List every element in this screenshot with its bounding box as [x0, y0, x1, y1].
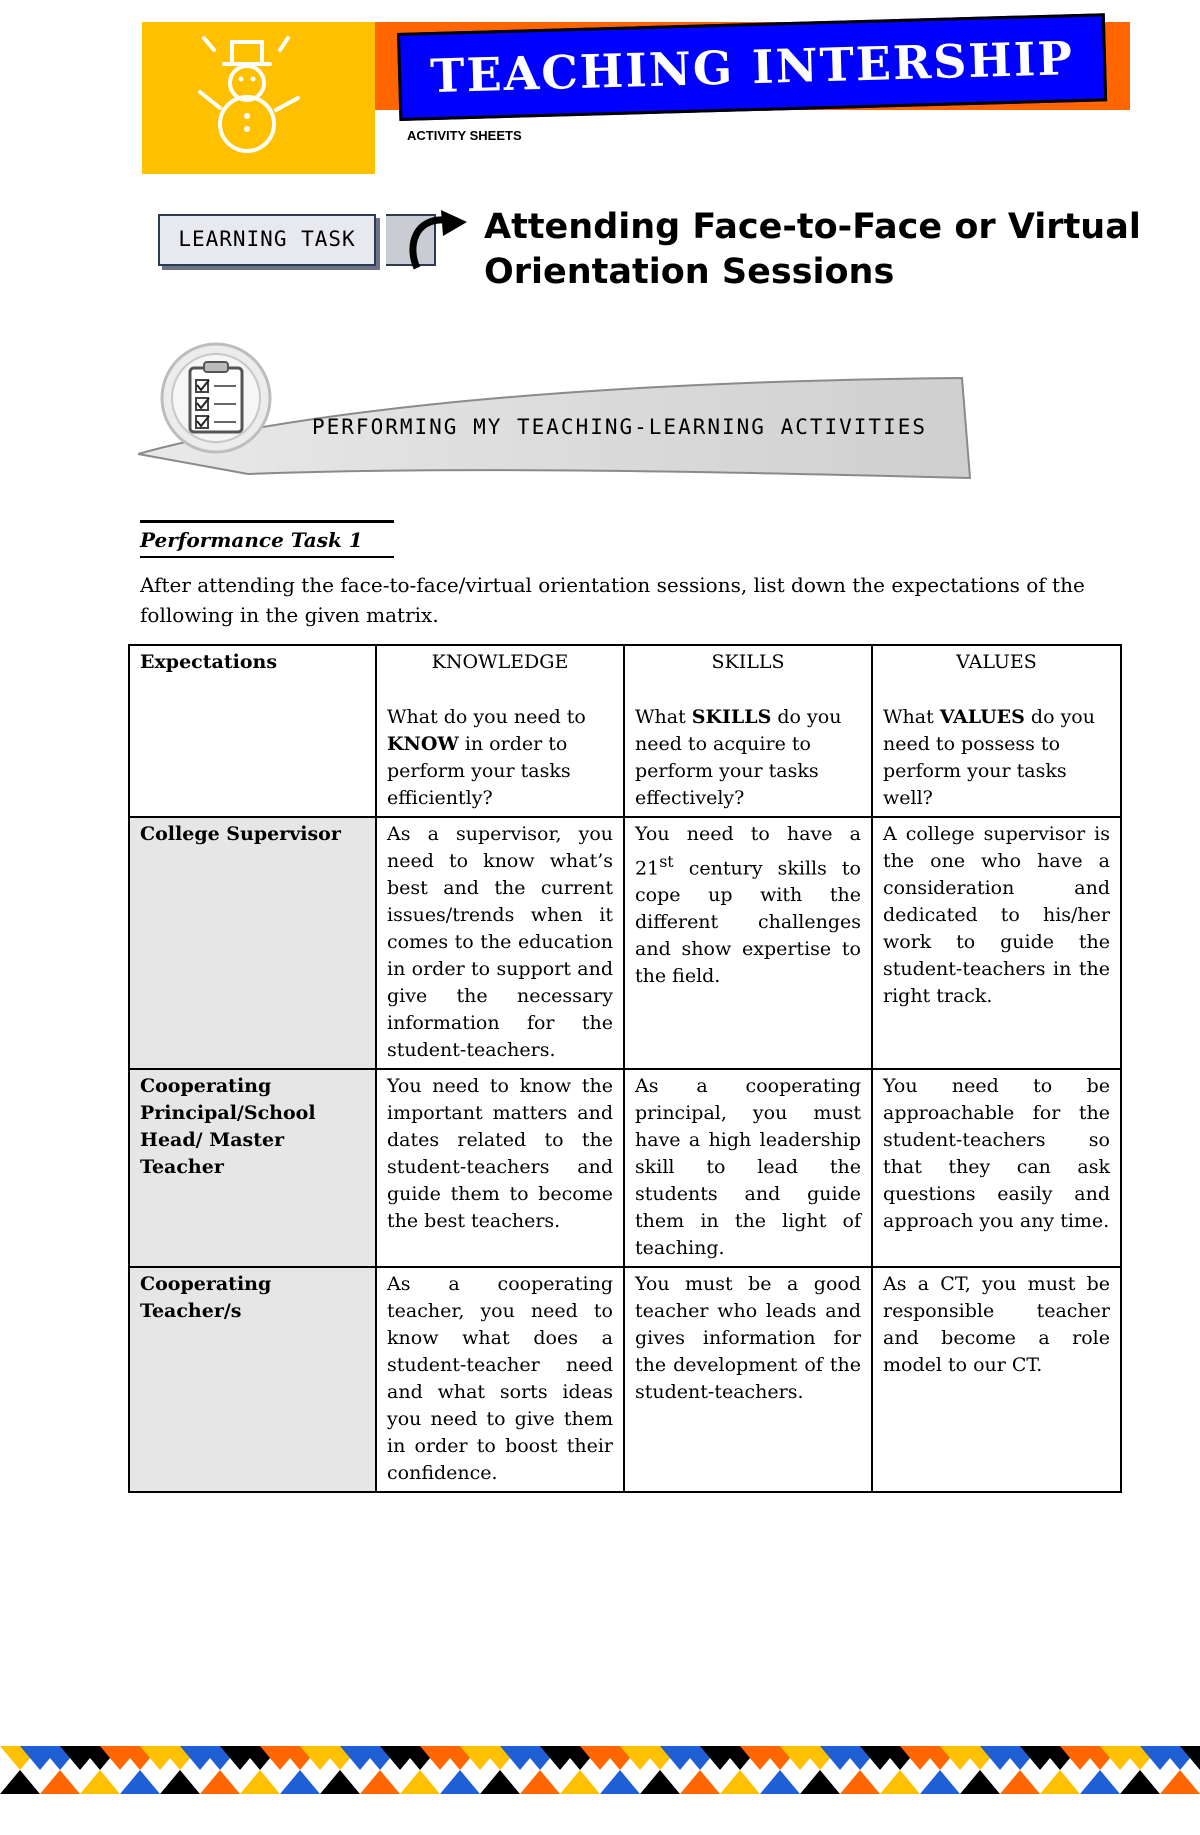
header-subtitle: ACTIVITY SHEETS [407, 128, 522, 143]
footer-triangle [920, 1770, 960, 1794]
question-text: do you need to acquire to perform your tasks effectively? [635, 706, 842, 809]
footer-triangle [0, 1770, 40, 1794]
footer-triangle [520, 1770, 560, 1794]
ordinal-suffix: st [659, 852, 674, 871]
footer-triangle [40, 1770, 80, 1794]
footer-triangle [760, 1770, 800, 1794]
footer-triangle [240, 1770, 280, 1794]
footer-triangle [440, 1770, 480, 1794]
curved-arrow-icon [405, 210, 471, 272]
row-role-cooperating-principal: Cooperating Principal/School Head/ Master Teacher [129, 1069, 376, 1267]
footer-triangle [1120, 1770, 1160, 1794]
row-role-college-supervisor: College Supervisor [129, 817, 376, 1069]
expectations-matrix [128, 644, 1122, 1493]
footer-triangle [160, 1770, 200, 1794]
header-title: TEACHING INTERSHIP [429, 31, 1075, 104]
footer-triangle [960, 1770, 1000, 1794]
footer-triangle [1080, 1770, 1120, 1794]
matrix-corner-cell [129, 645, 376, 817]
footer-triangle [840, 1770, 880, 1794]
row-role-cooperating-teacher: Cooperating Teacher/s [129, 1267, 376, 1492]
question-keyword: VALUES [939, 706, 1025, 728]
footer-triangle [640, 1770, 680, 1794]
question-text: in order to perform your tasks efficiently? [387, 733, 571, 809]
column-name: SKILLS [711, 651, 785, 673]
cell-values: You need to be approachable for the student-teachers so that they can ask questions easily and approach you any time. [872, 1069, 1121, 1267]
cell-knowledge: As a cooperating teacher, you need to know what does a student-teacher need and what sorts ideas you need to give them in order to boost their confidence. [376, 1267, 624, 1492]
footer-triangle [80, 1770, 120, 1794]
cell-knowledge: You need to know the important matters and dates related to the student-teachers and guide them to become the best teachers. [376, 1069, 624, 1267]
performance-task-heading: Performance Task 1 [140, 528, 363, 552]
footer-triangle [800, 1770, 840, 1794]
question-keyword: KNOW [387, 733, 459, 755]
column-name: VALUES [956, 651, 1037, 673]
footer-triangle [1000, 1770, 1040, 1794]
footer-pattern [0, 1738, 1200, 1802]
table-row [129, 1267, 1121, 1492]
clipboard-checklist-icon [190, 362, 242, 432]
cell-values: A college supervisor is the one who have a consideration and dedicated to his/her work to guide the student-teachers in the right track. [872, 817, 1121, 1069]
footer-triangle [360, 1770, 400, 1794]
cell-knowledge: As a supervisor, you need to know what’s best and the current issues/trends when it comes to the education in order to support and give the necessary information for the student-teachers. [376, 817, 624, 1069]
snowman-logo-icon [196, 28, 306, 168]
column-question [883, 704, 1110, 812]
learning-task-title [484, 205, 1184, 295]
footer-triangle [320, 1770, 360, 1794]
learning-task-title-line1: Attending Face-to-Face or Virtual [484, 207, 1141, 247]
question-text: What [883, 706, 940, 728]
matrix-corner-label: Expectations [140, 651, 278, 673]
footer-triangle [120, 1770, 160, 1794]
footer-triangle [1040, 1770, 1080, 1794]
footer-triangle [1160, 1770, 1200, 1794]
column-question [387, 704, 613, 812]
table-row [129, 1069, 1121, 1267]
footer-triangle [600, 1770, 640, 1794]
cell-skills: You must be a good teacher who leads and gives information for the development of the student-teachers. [624, 1267, 872, 1492]
footer-triangle [880, 1770, 920, 1794]
column-header-skills [624, 645, 872, 817]
learning-task-title-line2: Orientation Sessions [484, 252, 895, 292]
instructions-text: After attending the face-to-face/virtual orientation sessions, list down the expectations of the following in the given matrix. [140, 573, 1085, 627]
footer-triangle [680, 1770, 720, 1794]
question-text: What do you need to [387, 706, 586, 728]
question-text: What [635, 706, 692, 728]
table-row [129, 817, 1121, 1069]
cell-skills: As a cooperating principal, you must have a high leadership skill to lead the students and guide them in the light of teaching. [624, 1069, 872, 1267]
cell-skills [624, 817, 872, 1069]
column-header-values [872, 645, 1121, 817]
column-header-knowledge [376, 645, 624, 817]
footer-triangle [200, 1770, 240, 1794]
cell-values: As a CT, you must be responsible teacher and become a role model to our CT. [872, 1267, 1121, 1492]
question-text: do you need to possess to perform your tasks well? [883, 706, 1095, 809]
footer-triangle [480, 1770, 520, 1794]
section-label: PERFORMING MY TEACHING-LEARNING ACTIVITIES [312, 415, 928, 439]
cell-text: You need to have a 21 [635, 823, 861, 880]
matrix-header-row [129, 645, 1121, 817]
learning-task-label: LEARNING TASK [178, 227, 356, 251]
footer-triangle [560, 1770, 600, 1794]
column-name: KNOWLEDGE [431, 651, 569, 673]
cell-text: century skills to cope up with the different challenges and show expertise to the field. [635, 857, 861, 988]
footer-triangle [280, 1770, 320, 1794]
column-question [635, 704, 861, 812]
question-keyword: SKILLS [691, 706, 772, 728]
footer-triangle [400, 1770, 440, 1794]
footer-triangle [720, 1770, 760, 1794]
heading-rule-top [140, 520, 394, 523]
heading-rule-bottom [140, 556, 394, 558]
learning-task-box [158, 214, 376, 266]
